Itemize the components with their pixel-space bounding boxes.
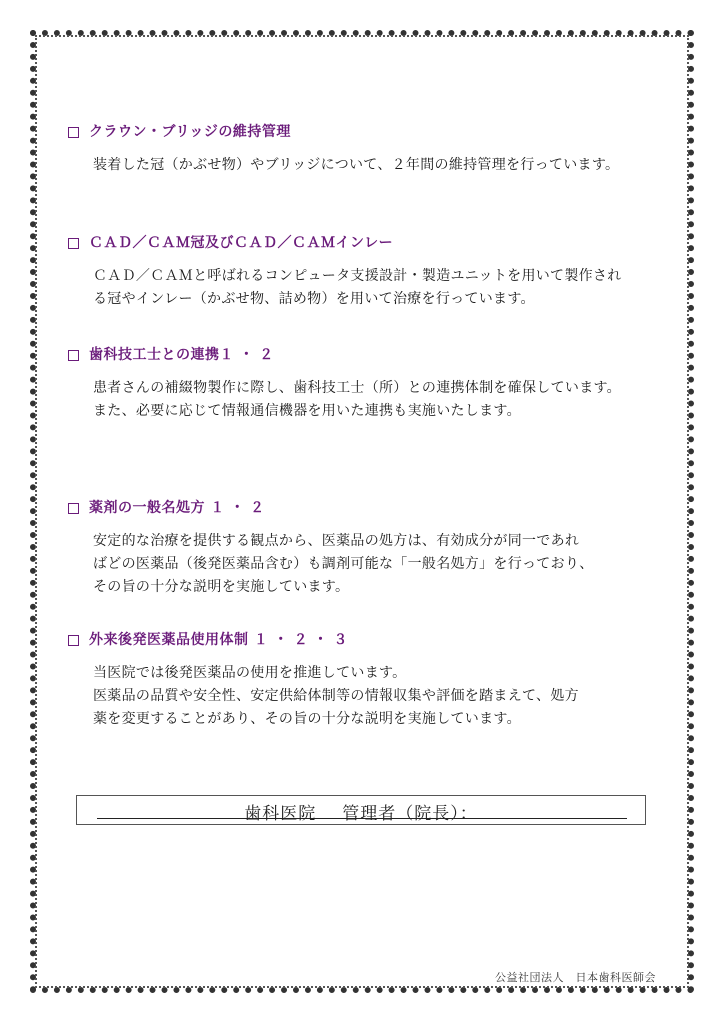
section-body xyxy=(93,154,665,177)
body-line: 患者さんの補綴物製作に際し、歯科技工士（所）との連携体制を確保しています。 xyxy=(93,380,621,396)
section-heading: 薬剤の一般名処方 １ ・ ２ xyxy=(68,498,668,518)
body-line: 装着した冠（かぶせ物）やブリッジについて、２年間の維持管理を行っています。 xyxy=(93,157,620,173)
signature-label xyxy=(77,799,645,824)
signature-box xyxy=(76,795,646,825)
section-heading: ＣＡＤ／ＣＡＭ冠及びＣＡＤ／ＣＡＭインレー xyxy=(68,233,668,253)
body-line: また、必要に応じて情報通信機器を用いた連携も実施いたします。 xyxy=(93,403,521,419)
section-generic-prescription xyxy=(68,498,668,599)
body-line: 当医院では後発医薬品の使用を推進しています。 xyxy=(93,665,407,681)
footer-organization: 公益社団法人 日本歯科医師会 xyxy=(495,971,656,984)
clinic-label: 歯科医院 xyxy=(244,804,317,824)
checkbox-icon[interactable] xyxy=(68,635,79,646)
section-heading: 外来後発医薬品使用体制 １ ・ ２ ・ ３ xyxy=(68,630,668,650)
section-crown-bridge xyxy=(68,122,668,177)
body-line: 医薬品の品質や安全性、安定供給体制等の情報収集や評価を踏まえて、処方 xyxy=(93,688,579,704)
section-cad-cam xyxy=(68,233,668,311)
body-line: る冠やインレー（かぶせ物、詰め物）を用いて治療を行っています。 xyxy=(93,291,535,307)
checkbox-icon[interactable] xyxy=(68,127,79,138)
body-line: ばどの医薬品（後発医薬品含む）も調剤可能な「一般名処方」を行っており、 xyxy=(93,556,594,572)
section-body xyxy=(93,265,665,311)
section-body xyxy=(93,377,665,423)
checkbox-icon[interactable] xyxy=(68,503,79,514)
body-line: その旨の十分な説明を実施しています。 xyxy=(93,579,350,595)
manager-label: 管理者（院長）： xyxy=(342,804,478,824)
section-body xyxy=(93,530,665,599)
body-line: 薬を変更することがあり、その旨の十分な説明を実施しています。 xyxy=(93,711,521,727)
section-generic-drug-system xyxy=(68,630,668,731)
section-heading: 歯科技工士との連携１ ・ ２ xyxy=(68,345,668,365)
body-line: 安定的な治療を提供する観点から、医薬品の処方は、有効成分が同一であれ xyxy=(93,533,580,549)
section-dental-technician xyxy=(68,345,668,423)
body-line: ＣＡＤ／ＣＡＭと呼ばれるコンピュータ支援設計・製造ユニットを用いて製作され xyxy=(93,268,622,284)
section-body xyxy=(93,662,665,731)
checkbox-icon[interactable] xyxy=(68,350,79,361)
checkbox-icon[interactable] xyxy=(68,238,79,249)
section-heading: クラウン・ブリッジの維持管理 xyxy=(68,122,668,142)
